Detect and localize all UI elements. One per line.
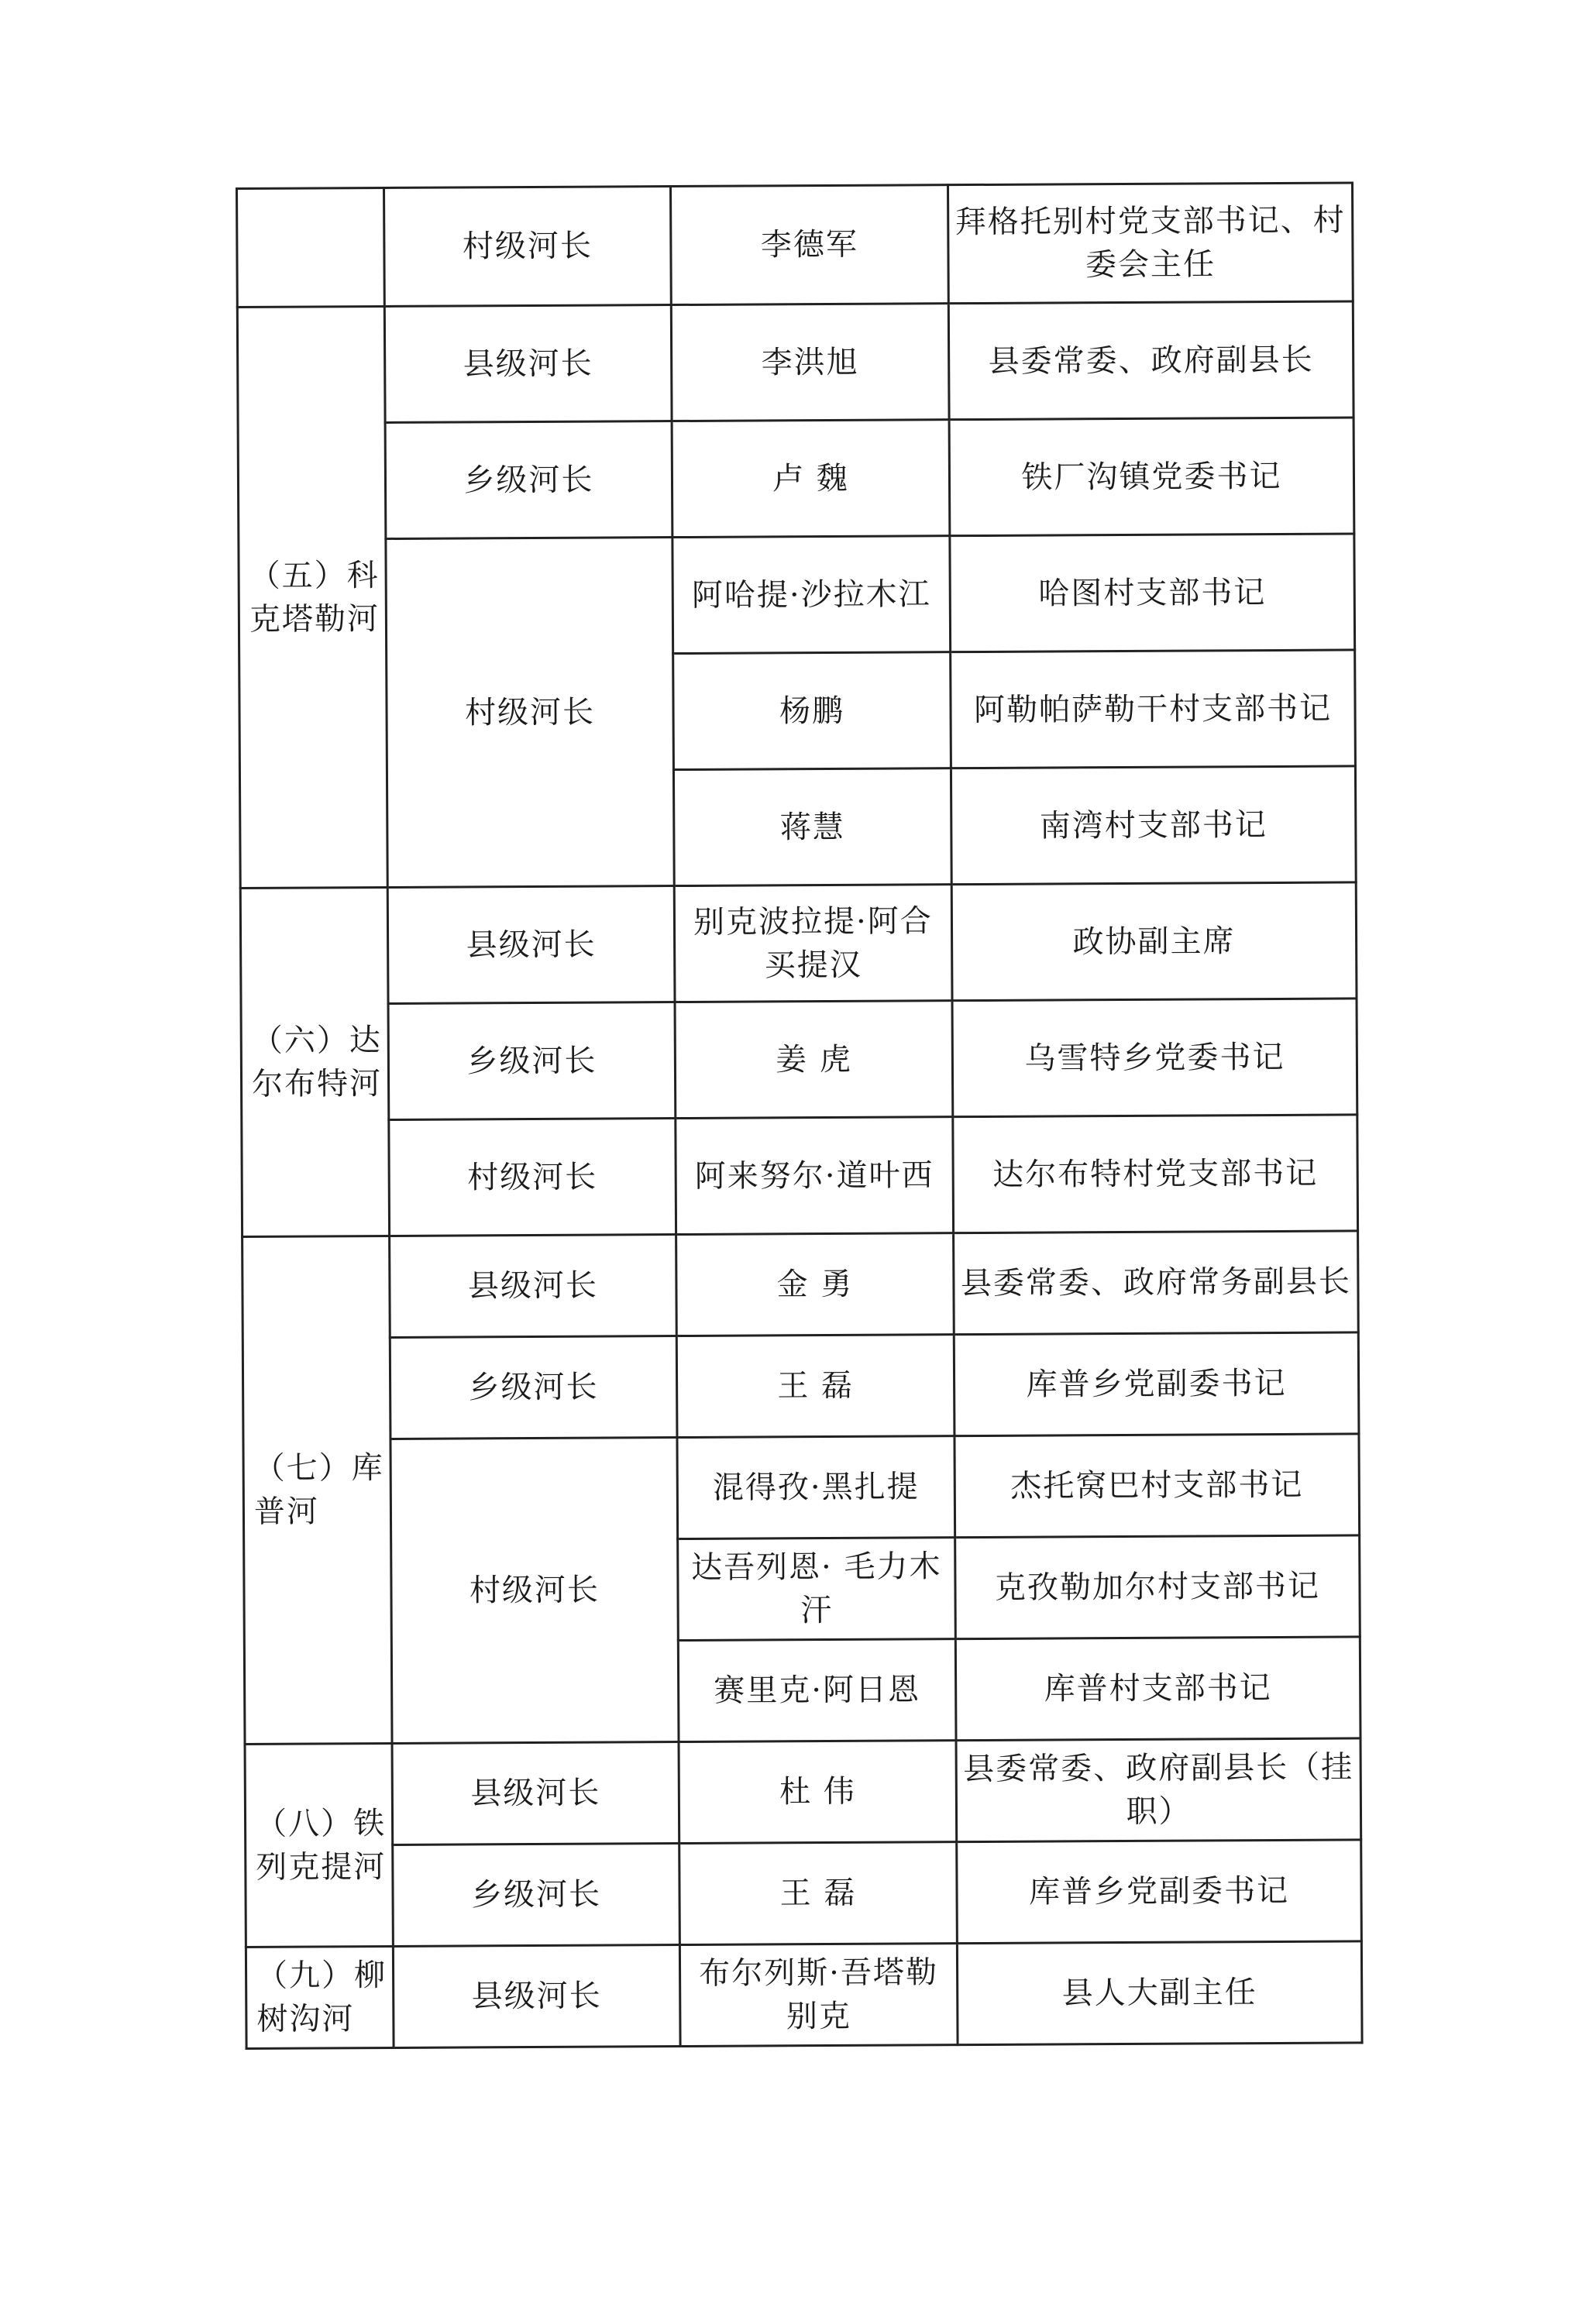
chief-level-cell: 县级河长 [392,1742,679,1845]
chief-name-cell: 达吾列恩· 毛力木汗 [678,1538,956,1641]
chief-position-cell: 铁厂沟镇党委书记 [949,418,1354,536]
chief-name-cell: 卢 魏 [672,420,950,538]
chief-name-cell: 杨鹏 [673,652,951,770]
chief-name-cell: 阿哈提·沙拉木江 [672,536,951,654]
table-row [241,999,1357,1121]
chief-position-cell: 克孜勒加尔村支部书记 [955,1535,1360,1639]
chief-position-cell: 库普乡党副委书记 [954,1332,1359,1436]
chief-name-cell: 金 勇 [676,1233,955,1336]
chief-position-cell: 政协副主席 [951,882,1357,1001]
chief-name-cell: 王 磊 [679,1842,958,1945]
chief-position-cell: 南湾村支部书记 [951,766,1356,885]
river-name-cell [237,187,385,307]
chief-level-cell: 县级河长 [384,305,672,423]
table-row [239,534,1355,656]
river-name-cell: （七）库普河 [242,1236,392,1744]
chief-name-cell: 蒋慧 [673,768,951,886]
chief-level-cell: 村级河长 [384,187,672,307]
table-row [243,1434,1360,1542]
chief-position-cell: 乌雪特乡党委书记 [952,999,1357,1117]
chief-position-cell: 县委常委、政府副县长 [948,301,1354,420]
table-row [242,1231,1359,1339]
chief-name-cell: 李德军 [671,185,949,305]
chief-level-cell: 县级河长 [387,886,675,1004]
chief-position-cell: 达尔布特村党支部书记 [953,1115,1358,1233]
chief-level-cell: 村级河长 [389,1119,676,1236]
chief-name-cell: 赛里克·阿日恩 [678,1639,956,1742]
chief-level-cell: 乡级河长 [393,1844,680,1947]
river-name-cell: （五）科克塔勒河 [237,306,387,888]
chief-name-cell: 姜 虎 [675,1001,953,1119]
table-row [237,301,1354,424]
table-row [240,882,1357,1005]
chief-level-cell: 县级河长 [393,1945,680,2048]
table-row [238,418,1354,540]
chief-position-cell: 哈图村支部书记 [950,534,1355,652]
table-row [246,1840,1362,1948]
chief-position-cell: 阿勒帕萨勒干村支部书记 [951,650,1356,768]
chief-level-cell: 村级河长 [386,538,674,888]
table-row [246,1941,1362,2049]
chief-position-cell: 县人大副主任 [957,1941,1362,2045]
chief-position-cell: 库普乡党副委书记 [957,1840,1362,1944]
chief-name-cell: 王 磊 [676,1335,955,1438]
river-chief-table [236,181,1364,2050]
chief-position-cell: 库普村支部书记 [955,1637,1360,1741]
chief-name-cell: 布尔列斯·吾塔勒别克 [679,1944,958,2047]
chief-level-cell: 乡级河长 [390,1336,677,1439]
river-name-cell: （八）铁列克提河 [245,1743,393,1947]
chief-name-cell: 李洪旭 [671,304,949,421]
chief-level-cell: 乡级河长 [385,421,672,539]
chief-position-cell: 杰托窝巴村支部书记 [955,1434,1360,1538]
chief-level-cell: 村级河长 [390,1438,679,1744]
river-name-cell: （六）达尔布特河 [240,887,389,1236]
chief-name-cell: 阿来努尔·道叶西 [676,1117,954,1235]
table-row [242,1115,1358,1237]
chief-level-cell: 乡级河长 [388,1002,676,1120]
table-row [242,1332,1359,1440]
chief-name-cell: 杜 伟 [679,1741,957,1844]
chief-level-cell: 县级河长 [390,1235,677,1338]
chief-name-cell: 混得孜·黑扎提 [677,1436,955,1539]
river-name-cell: （九）柳树沟河 [246,1946,394,2048]
chief-position-cell: 县委常委、政府常务副县长 [954,1231,1359,1335]
table-row [237,183,1354,308]
table-row [245,1738,1361,1846]
chief-position-cell: 县委常委、政府副县长（挂职） [956,1738,1361,1842]
chief-name-cell: 别克波拉提·阿合买提汉 [674,885,952,1002]
chief-position-cell: 拜格托别村党支部书记、村委会主任 [948,183,1353,304]
